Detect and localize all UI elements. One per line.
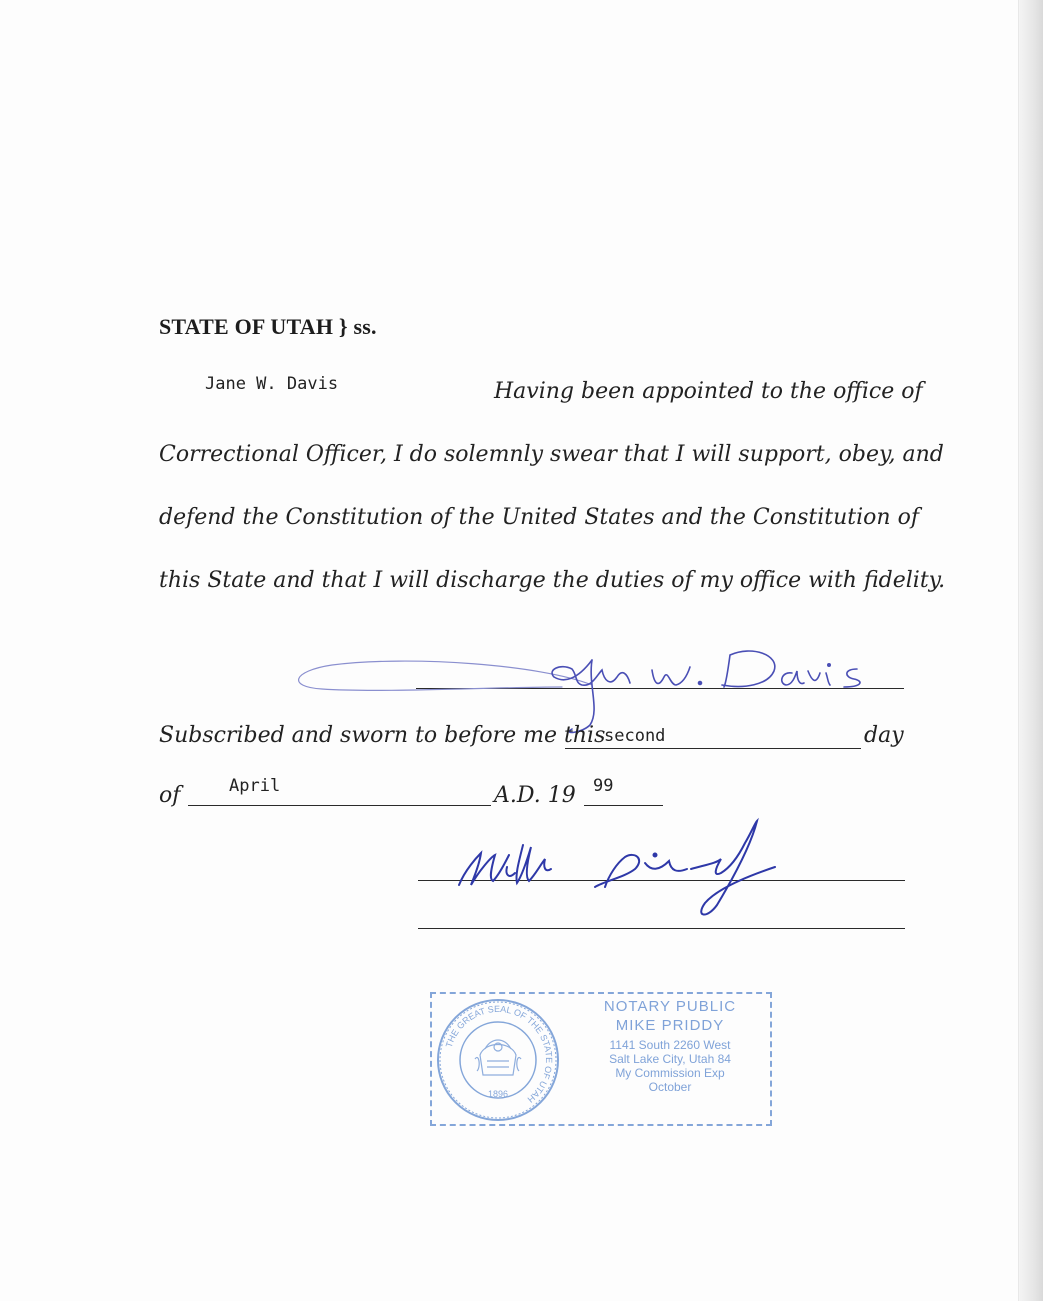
notary-second-line: [418, 928, 905, 929]
heading-state: STATE OF UTAH: [159, 314, 334, 339]
affiant-signature: [292, 625, 882, 735]
day-value: second: [604, 726, 666, 746]
stamp-name: MIKE PRIDDY: [615, 1017, 725, 1034]
seal-ring-text: THE GREAT SEAL OF THE STATE OF UTAH: [443, 1003, 555, 1105]
stamp-address-1: 1141 South 2260 West: [609, 1038, 731, 1052]
subscribed-text: Subscribed and sworn to before me this: [159, 723, 606, 748]
oath-line-4: this State and that I will discharge the duties of my office with fidelity.: [159, 568, 946, 593]
stamp-address-2: Salt Lake City, Utah 84: [609, 1052, 731, 1066]
document-heading: [159, 314, 377, 340]
oath-line-1: Having been appointed to the office of: [494, 379, 923, 404]
page-edge: [1018, 0, 1043, 1301]
oath-line-3: defend the Constitution of the United States and the Constitution of: [159, 505, 919, 530]
heading-ss: ss.: [353, 314, 377, 339]
month-line: [188, 805, 491, 806]
svg-text:1896: 1896: [487, 1089, 509, 1099]
day-word: day: [864, 723, 904, 748]
affiant-name-typed: Jane W. Davis: [205, 374, 339, 394]
day-line: [565, 748, 861, 749]
notary-stamp: [430, 992, 772, 1126]
of-word: of: [159, 783, 181, 808]
stamp-date: October: [648, 1080, 692, 1094]
heading-brace: }: [338, 314, 348, 339]
notary-stamp-text: [572, 998, 768, 1094]
year-value: 99: [593, 776, 614, 796]
stamp-title: NOTARY PUBLIC: [603, 998, 737, 1015]
ad-text: A.D. 19: [494, 783, 576, 808]
month-value: April: [229, 776, 281, 796]
stamp-commission: My Commission Exp: [615, 1066, 725, 1080]
state-seal-icon: [435, 997, 561, 1123]
notary-signature: [455, 815, 815, 925]
oath-line-2: Correctional Officer, I do solemnly swear that I will support, obey, and: [159, 442, 944, 467]
year-line: [584, 805, 663, 806]
